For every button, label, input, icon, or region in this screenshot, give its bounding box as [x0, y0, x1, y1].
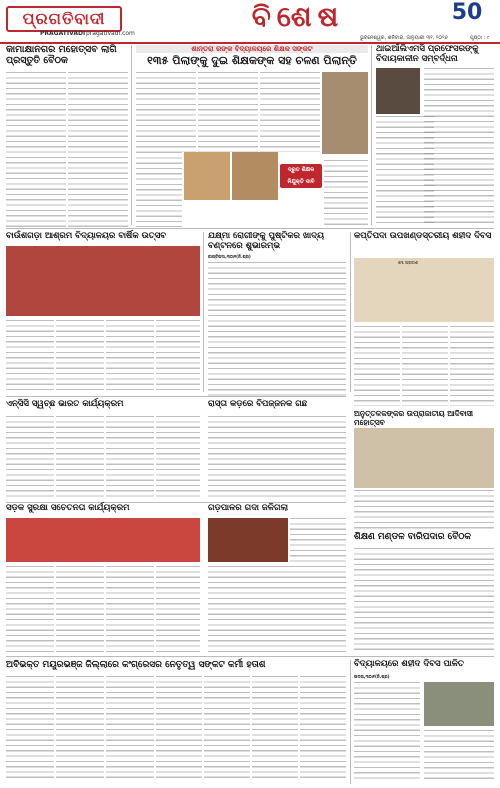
article-body-s11-col2 — [208, 566, 346, 654]
headline-s4[interactable]: ବାଉଁଶଗଡ଼ା ଆଶ୍ରମ ବିଦ୍ୟାଳୟର ବାର୍ଷିକ ଉତ୍ସବ — [6, 231, 167, 241]
headline-s9[interactable]: ଅନୁତ୍ତଳକଙ୍କର ଉପ୍ରାଜାତୀୟ ଆଦିବାସୀ ମହୋତ୍ସବ — [354, 409, 474, 427]
column-rule — [131, 45, 132, 225]
row-rule — [6, 656, 494, 657]
column-rule — [203, 232, 204, 392]
photo-school-martyrs — [424, 682, 494, 726]
article-body-s2-col1 — [136, 72, 196, 152]
dateline-bar — [0, 34, 500, 44]
article-body-s10-col1 — [6, 566, 54, 654]
article-body-s6-col3 — [450, 326, 494, 406]
logo-subtitle: PRAGATIVADI — [40, 30, 86, 37]
article-body-s4-col3 — [106, 320, 154, 390]
row-rule — [6, 396, 346, 397]
headline-s11[interactable]: ଗଡ଼ପାଳର ଗଦା ଜଳିଗଲା — [208, 503, 289, 513]
photo-school-event — [6, 246, 200, 316]
article-body-s7-col2 — [56, 416, 104, 500]
article-body-s10-col4 — [156, 566, 200, 654]
article-body-s4-col2 — [56, 320, 104, 390]
article-body-s8 — [208, 416, 346, 500]
article-body-s2-col5 — [324, 160, 368, 225]
article-body-s13-col6 — [252, 676, 298, 782]
headline-s13[interactable]: ଅବିଭକ୍ତ ମୟୂରଭଞ୍ଜ ଜିଲ୍ଲାରେ କଂଗ୍ରେସର ନେତୃତ୍ୱ ସଙ୍କଟ କର୍ମୀ ହତାଶ — [6, 660, 266, 670]
website-url[interactable]: pragativadi.com — [86, 30, 135, 37]
headline-s6[interactable]: କପ୍ତିପଦା ଉପଖଣ୍ଡସ୍ତରୀୟ ଶହୀଦ ଦିବସ — [354, 231, 492, 241]
article-body-s13-col2 — [56, 676, 104, 782]
photo-professor — [376, 68, 420, 114]
article-body-s14-col2 — [424, 730, 494, 782]
masthead — [0, 0, 500, 42]
article-body-s3-col2 — [424, 68, 494, 226]
article-body-s7-col3 — [106, 416, 154, 500]
article-body-s2-col3 — [260, 72, 320, 152]
headline-s3[interactable]: ଥାଇଆଁଲିଏମସି ପ୍ରଫେସରଙ୍କୁ ବିଦାୟକାଳୀନ ସମ୍ବର୍ଦ୍ଧନା — [376, 44, 479, 64]
photo-fire — [208, 518, 288, 562]
article-body-s10-col3 — [106, 566, 154, 654]
article-body-s7-col4 — [156, 416, 200, 500]
article-body-s6-col1 — [354, 326, 400, 406]
anniversary-badge — [442, 2, 492, 32]
article-body-s6-col2 — [402, 326, 448, 406]
headline-s2[interactable]: ୧୩୫ ପିଲାଙ୍କୁ ଦୁଇ ଶିକ୍ଷକଙ୍କ ସହ ଚଳଣ ପିଲାନ୍ତି — [147, 54, 357, 67]
byline-s14: ଉଦଳା,୩୦ା୧(ନି.ପ୍ର) — [354, 674, 390, 679]
kicker-s2: ଶାନ୍ତରା ରଙ୍କ ବିଦ୍ୟାଳୟରେ ଶିକ୍ଷକ ସଙ୍କଟ — [136, 45, 368, 53]
newspaper-logo[interactable]: ପ୍ରଗତିବାଦୀ — [6, 6, 122, 32]
headline-s1[interactable]: କାମାକ୍ଷାନଗର ମହୋତ୍ସବ ଲାଗି ପ୍ରସ୍ତୁତି ବୈଠକ — [6, 44, 117, 66]
article-body-s9 — [354, 490, 494, 530]
article-body-s13-col3 — [106, 676, 154, 782]
headline-s10[interactable]: ସଡ଼କ ସୁରକ୍ଷା ସଚେତନତା କାର୍ଯ୍ୟକ୍ରମ — [6, 503, 130, 513]
column-rule — [350, 232, 351, 392]
column-rule — [350, 660, 351, 784]
photo-martyrs-day — [354, 258, 494, 322]
headline-s12[interactable]: ଶିକ୍ଷଣ ମଣ୍ଡଳ ବାରିପଦାର ବୈଠକ — [354, 532, 471, 542]
article-body-s14-col1 — [354, 682, 420, 782]
article-body-s7-col1 — [6, 416, 54, 500]
article-body-s13-col4 — [156, 676, 202, 782]
article-body-s13-col7 — [300, 676, 346, 782]
article-body-s10-col2 — [56, 566, 104, 654]
article-body-s12 — [354, 548, 494, 654]
article-body-s13-col1 — [6, 676, 54, 782]
photo-school-1 — [322, 72, 368, 154]
row-rule — [6, 228, 494, 229]
headline-s14[interactable]: ବିଦ୍ୟାଳୟରେ ଶହୀଦ ଦିବସ ପାଳିତ — [354, 659, 464, 669]
article-body-s1-col1 — [6, 72, 66, 227]
headline-s7[interactable]: ଏନ୍‌ସିସି ସ୍ୱଚ୍ଛ ଭାରତ କାର୍ଯ୍ୟକ୍ରମ — [6, 399, 124, 409]
section-title: ବିଶେଷ — [251, 0, 345, 33]
headline-s5[interactable]: ଯକ୍ଷ୍ମା ରୋଗୀଙ୍କୁ ପୁଷ୍ଟିକର ଖାଦ୍ୟ ବଣ୍ଟନରେ ଶୁଭାରମ୍ଭ — [208, 231, 325, 251]
photo-school-2 — [184, 152, 230, 200]
photo-tribal-fest — [354, 428, 494, 488]
byline-s5: କାପ୍ତିପଦା,୩୦ା୧(ନି.ପ୍ର) — [208, 254, 251, 259]
photo-school-3 — [232, 152, 278, 200]
headline-s8[interactable]: ରାସ୍ତା କଡ଼ରେ ବିପଜ୍ଜନକ ଗଛ — [208, 399, 308, 409]
article-body-s13-col5 — [204, 676, 250, 782]
callout-box: ଦ୍ରୁତ ଶିକ୍ଷକ ନିଯୁକ୍ତି ଦାବି — [280, 164, 322, 188]
banner-text: ଶବ୍ଦ ପ୍ରକାଶ — [398, 260, 418, 265]
photo-road-safety — [6, 518, 200, 562]
page-number: ପୃଷ୍ଠା : ୯ — [470, 35, 490, 41]
article-body-s4-col1 — [6, 320, 54, 390]
anniversary-number: 50 — [451, 0, 483, 25]
column-rule — [371, 45, 372, 225]
date-text: ଭୁବନେଶ୍ୱର, ଶନିବାର, ଜାନୁୟାରୀ ୩୧, ୨୦୨୬ — [360, 35, 448, 41]
article-body-s4-col4 — [156, 320, 200, 390]
article-body-s1-col2 — [68, 72, 128, 227]
article-body-s5 — [208, 262, 346, 396]
article-body-s2-col4 — [136, 152, 182, 227]
article-body-s2-col2 — [198, 72, 258, 152]
article-body-s11-col1 — [290, 518, 346, 562]
